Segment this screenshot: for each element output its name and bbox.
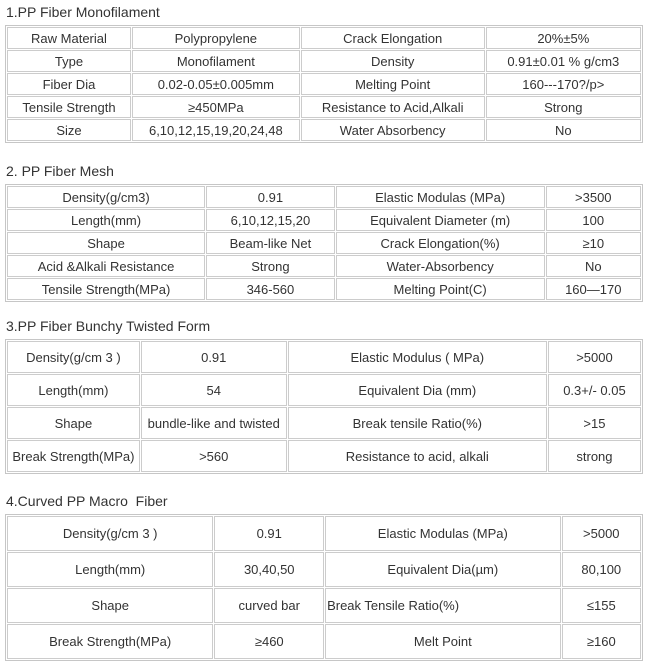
spec-label-cell: Water-Absorbency bbox=[336, 255, 545, 277]
spec-value-cell: 0.91 bbox=[206, 186, 335, 208]
spec-label-cell: Melting Point bbox=[301, 73, 485, 95]
spec-label-cell: Break Strength(MPa) bbox=[7, 624, 213, 659]
spec-label-cell: Density(g/cm 3 ) bbox=[7, 341, 140, 373]
table-row bbox=[7, 27, 641, 49]
spec-label-cell: Crack Elongation(%) bbox=[336, 232, 545, 254]
spec-label-cell: Type bbox=[7, 50, 131, 72]
table-row bbox=[7, 255, 641, 277]
spec-label-cell: Shape bbox=[7, 588, 213, 623]
spec-value-cell: 160---170?/p> bbox=[486, 73, 641, 95]
spec-table bbox=[5, 25, 643, 143]
table-row bbox=[7, 440, 641, 472]
spec-label-cell: Break tensile Ratio(%) bbox=[288, 407, 547, 439]
spec-value-cell: >5000 bbox=[562, 516, 641, 551]
spec-label-cell: Elastic Modulas (MPa) bbox=[336, 186, 545, 208]
spec-value-cell: 30,40,50 bbox=[214, 552, 324, 587]
table-title: 4.Curved PP Macro Fiber bbox=[6, 493, 168, 509]
spec-label-cell: Density bbox=[301, 50, 485, 72]
spec-value-cell: 20%±5% bbox=[486, 27, 641, 49]
table-title: 1.PP Fiber Monofilament bbox=[6, 4, 160, 20]
spec-value-cell: >560 bbox=[141, 440, 287, 472]
spec-label-cell: Raw Material bbox=[7, 27, 131, 49]
table-row bbox=[7, 407, 641, 439]
spec-value-cell: ≥460 bbox=[214, 624, 324, 659]
spec-label-cell: Tensile Strength(MPa) bbox=[7, 278, 205, 300]
spec-label-cell: Density(g/cm 3 ) bbox=[7, 516, 213, 551]
spec-value-cell: >3500 bbox=[546, 186, 641, 208]
spec-value-cell: Strong bbox=[486, 96, 641, 118]
spec-value-cell: 54 bbox=[141, 374, 287, 406]
spec-label-cell: Melting Point(C) bbox=[336, 278, 545, 300]
spec-value-cell: 0.91±0.01 % g/cm3 bbox=[486, 50, 641, 72]
spec-value-cell: bundle-like and twisted bbox=[141, 407, 287, 439]
spec-label-cell: Break Strength(MPa) bbox=[7, 440, 140, 472]
table-row bbox=[7, 232, 641, 254]
table-row bbox=[7, 119, 641, 141]
spec-label-cell: Length(mm) bbox=[7, 374, 140, 406]
spec-table bbox=[5, 514, 643, 661]
spec-label-cell: Break Tensile Ratio(%) bbox=[325, 588, 560, 623]
spec-label-cell: Shape bbox=[7, 407, 140, 439]
spec-value-cell: 160—170 bbox=[546, 278, 641, 300]
spec-section bbox=[5, 493, 643, 661]
spec-label-cell: Melt Point bbox=[325, 624, 560, 659]
spec-value-cell: 0.3+/- 0.05 bbox=[548, 374, 641, 406]
spec-section bbox=[5, 163, 643, 302]
spec-value-cell: 0.91 bbox=[141, 341, 287, 373]
table-row bbox=[7, 624, 641, 659]
spec-value-cell: strong bbox=[548, 440, 641, 472]
table-row bbox=[7, 50, 641, 72]
spec-value-cell: Polypropylene bbox=[132, 27, 300, 49]
table-row bbox=[7, 516, 641, 551]
spec-label-cell: Fiber Dia bbox=[7, 73, 131, 95]
spec-value-cell: Beam-like Net bbox=[206, 232, 335, 254]
table-row bbox=[7, 341, 641, 373]
spec-value-cell: ≥10 bbox=[546, 232, 641, 254]
spec-value-cell: ≤155 bbox=[562, 588, 641, 623]
spec-label-cell: Water Absorbency bbox=[301, 119, 485, 141]
spec-label-cell: Elastic Modulas (MPa) bbox=[325, 516, 560, 551]
spec-value-cell: 6,10,12,15,20 bbox=[206, 209, 335, 231]
spec-label-cell: Elastic Modulus ( MPa) bbox=[288, 341, 547, 373]
spec-label-cell: Equivalent Dia (mm) bbox=[288, 374, 547, 406]
spec-value-cell: Monofilament bbox=[132, 50, 300, 72]
spec-label-cell: Resistance to Acid,Alkali bbox=[301, 96, 485, 118]
spec-value-cell: 80,100 bbox=[562, 552, 641, 587]
table-row bbox=[7, 96, 641, 118]
table-row bbox=[7, 186, 641, 208]
spec-label-cell: Acid &Alkali Resistance bbox=[7, 255, 205, 277]
spec-label-cell: Length(mm) bbox=[7, 209, 205, 231]
spec-label-cell: Crack Elongation bbox=[301, 27, 485, 49]
spec-section bbox=[5, 318, 643, 474]
spec-value-cell: >15 bbox=[548, 407, 641, 439]
table-row bbox=[7, 73, 641, 95]
spec-label-cell: Equivalent Dia(µm) bbox=[325, 552, 560, 587]
spec-value-cell: No bbox=[546, 255, 641, 277]
spec-value-cell: 346-560 bbox=[206, 278, 335, 300]
spec-label-cell: Length(mm) bbox=[7, 552, 213, 587]
table-row bbox=[7, 209, 641, 231]
spec-value-cell: 0.02-0.05±0.005mm bbox=[132, 73, 300, 95]
spec-table bbox=[5, 184, 643, 302]
spec-value-cell: 0.91 bbox=[214, 516, 324, 551]
spec-table bbox=[5, 339, 643, 474]
spec-value-cell: >5000 bbox=[548, 341, 641, 373]
spec-value-cell: Strong bbox=[206, 255, 335, 277]
spec-label-cell: Size bbox=[7, 119, 131, 141]
spec-label-cell: Density(g/cm3) bbox=[7, 186, 205, 208]
spec-label-cell: Shape bbox=[7, 232, 205, 254]
table-title: 2. PP Fiber Mesh bbox=[6, 163, 114, 179]
table-row bbox=[7, 278, 641, 300]
spec-value-cell: curved bar bbox=[214, 588, 324, 623]
table-row bbox=[7, 374, 641, 406]
table-row bbox=[7, 552, 641, 587]
spec-value-cell: No bbox=[486, 119, 641, 141]
spec-label-cell: Equivalent Diameter (m) bbox=[336, 209, 545, 231]
spec-label-cell: Tensile Strength bbox=[7, 96, 131, 118]
spec-value-cell: ≥450MPa bbox=[132, 96, 300, 118]
spec-value-cell: ≥160 bbox=[562, 624, 641, 659]
spec-value-cell: 6,10,12,15,19,20,24,48 bbox=[132, 119, 300, 141]
table-row bbox=[7, 588, 641, 623]
table-title: 3.PP Fiber Bunchy Twisted Form bbox=[6, 318, 211, 334]
spec-label-cell: Resistance to acid, alkali bbox=[288, 440, 547, 472]
spec-value-cell: 100 bbox=[546, 209, 641, 231]
spec-section bbox=[5, 4, 643, 143]
